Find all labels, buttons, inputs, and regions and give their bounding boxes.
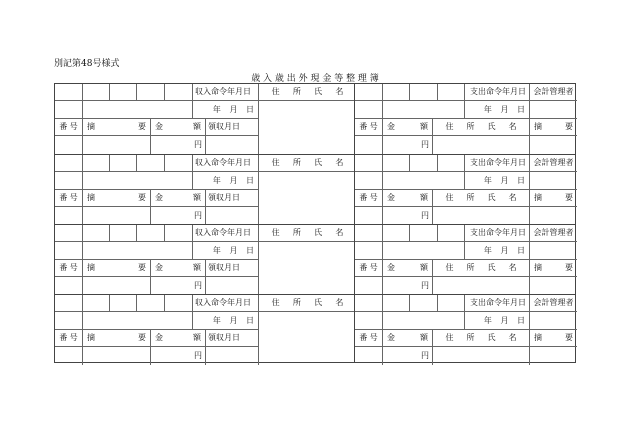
received-date-field[interactable] — [206, 347, 259, 365]
address-name-header-label-3: 名 — [335, 87, 344, 96]
address-name-header-label-1: 所 — [466, 193, 475, 202]
amount-field[interactable] — [151, 136, 206, 154]
summary-field[interactable] — [83, 207, 151, 225]
receipt-order-date-header-label: 収入命令年月日 — [195, 298, 251, 307]
number-field[interactable] — [55, 136, 83, 154]
payment-ledger — [354, 83, 576, 363]
address-name-header-label-2: 氏 — [314, 87, 323, 96]
blank-cell[interactable] — [355, 242, 383, 260]
address-name-header-label-2: 氏 — [487, 193, 496, 202]
received-date-header — [206, 330, 259, 347]
receipt-order-digit-box[interactable] — [83, 84, 110, 101]
number-field[interactable] — [55, 277, 83, 295]
number-header-label: 番 号 — [359, 193, 378, 202]
ledger-title: 歳 入 歳 出 外 現 金 等 整 理 簿 — [251, 74, 379, 84]
summary-header — [530, 260, 577, 277]
payment-entry-block — [355, 84, 575, 154]
receipt-order-date-header-label: 収入命令年月日 — [195, 87, 251, 96]
receipt-order-digit-box[interactable] — [137, 84, 165, 101]
received-date-header-label: 領収月日 — [208, 263, 240, 272]
address-name-header — [259, 84, 356, 101]
address-name-header-label-1: 所 — [466, 263, 475, 272]
received-date-header-label: 領収月日 — [208, 333, 240, 342]
receipt-order-digit-box[interactable] — [165, 155, 193, 172]
receipt-order-digit-box[interactable] — [137, 225, 165, 242]
address-name-field[interactable] — [433, 347, 530, 365]
address-name-field[interactable] — [259, 101, 356, 154]
number-header — [355, 190, 383, 207]
amount-header — [151, 260, 206, 277]
receipt-order-digit-box[interactable] — [165, 225, 193, 242]
receipt-entry-block — [55, 294, 354, 364]
payment-order-date-field-label: 年 月 日 — [483, 104, 525, 114]
address-name-header-label-0: 住 — [445, 122, 454, 131]
number-field[interactable] — [355, 136, 383, 154]
amount-field-label: 円 — [421, 281, 429, 290]
amount-header-label: 金 — [155, 263, 163, 272]
address-name-field[interactable] — [259, 242, 356, 295]
number-header-label: 番 号 — [359, 333, 378, 342]
payment-order-digit-box[interactable] — [355, 84, 383, 101]
blank-cell[interactable] — [55, 242, 83, 260]
payment-order-date-header-label: 支出命令年月日 — [470, 158, 526, 167]
payment-order-digit-box[interactable] — [410, 295, 438, 312]
address-name-field[interactable] — [433, 136, 530, 154]
number-header — [55, 260, 83, 277]
payment-order-digit-box[interactable] — [355, 295, 383, 312]
address-name-header-label-1: 所 — [466, 122, 475, 131]
payment-order-digit-box[interactable] — [383, 84, 410, 101]
payment-order-digit-box[interactable] — [438, 84, 465, 101]
address-name-header-label-3: 名 — [335, 228, 344, 237]
address-name-header-label-2: 氏 — [314, 298, 323, 307]
accounting-manager-seal[interactable] — [530, 242, 577, 260]
address-name-header — [259, 225, 356, 242]
summary-header-label-2: 要 — [565, 333, 573, 342]
address-name-header — [433, 330, 530, 347]
number-field[interactable] — [55, 347, 83, 365]
payment-order-digit-box[interactable] — [355, 225, 383, 242]
payment-order-date-header-label: 支出命令年月日 — [470, 87, 526, 96]
payment-order-date-field[interactable] — [465, 312, 530, 330]
accounting-manager-seal[interactable] — [530, 172, 577, 190]
received-date-header — [206, 119, 259, 136]
address-name-header — [259, 295, 356, 312]
summary-header — [530, 119, 577, 136]
amount-header — [383, 119, 433, 136]
summary-field[interactable] — [530, 207, 577, 225]
summary-header-label: 摘 — [87, 122, 95, 131]
amount-field-label: 円 — [421, 140, 429, 149]
receipt-order-date-header-label: 収入命令年月日 — [195, 228, 251, 237]
form-number: 別記第48号様式 — [54, 59, 120, 69]
summary-header-label: 摘 — [534, 333, 542, 342]
address-name-header — [433, 260, 530, 277]
amount-header-label: 金 — [387, 193, 395, 202]
amount-field[interactable] — [383, 136, 433, 154]
summary-header — [83, 119, 151, 136]
payment-order-digit-box[interactable] — [355, 155, 383, 172]
summary-header-label: 摘 — [534, 193, 542, 202]
blank-cell[interactable] — [383, 312, 465, 330]
amount-header-label-2: 額 — [420, 333, 428, 342]
amount-header-label-2: 額 — [420, 193, 428, 202]
accounting-manager-header-label: 会計管理者 — [533, 298, 574, 307]
blank-cell[interactable] — [83, 172, 193, 190]
blank-cell[interactable] — [55, 172, 83, 190]
receipt-order-date-header-label: 収入命令年月日 — [195, 158, 251, 167]
summary-header-label-2: 要 — [565, 193, 573, 202]
payment-order-date-field[interactable] — [465, 242, 530, 260]
accounting-manager-header — [530, 225, 577, 242]
order-date-field-label: 年 月 日 — [212, 104, 254, 114]
receipt-order-digit-box[interactable] — [165, 295, 193, 312]
address-name-header-label-2: 氏 — [487, 263, 496, 272]
receipt-order-digit-box[interactable] — [110, 155, 137, 172]
payment-order-digit-box[interactable] — [438, 155, 465, 172]
amount-header-label-2: 額 — [193, 263, 201, 272]
payment-order-date-field[interactable] — [465, 101, 530, 119]
number-field[interactable] — [355, 347, 383, 365]
address-name-field[interactable] — [259, 312, 356, 365]
address-name-field[interactable] — [259, 172, 356, 225]
summary-header — [83, 330, 151, 347]
blank-cell[interactable] — [383, 172, 465, 190]
address-name-header-label-2: 氏 — [314, 158, 323, 167]
summary-header-label: 摘 — [87, 263, 95, 272]
received-date-header-label: 領収月日 — [208, 193, 240, 202]
address-name-header-label-1: 所 — [292, 298, 301, 307]
receipt-entry-block — [55, 84, 354, 154]
address-name-header-label-3: 名 — [335, 158, 344, 167]
address-name-header-label-0: 住 — [445, 193, 454, 202]
amount-header-label: 金 — [387, 122, 395, 131]
address-name-header-label-1: 所 — [292, 87, 301, 96]
summary-header-label-2: 要 — [138, 333, 146, 342]
summary-field[interactable] — [83, 347, 151, 365]
summary-header-label-2: 要 — [138, 122, 146, 131]
address-name-header-label-0: 住 — [271, 298, 280, 307]
address-name-header — [259, 155, 356, 172]
amount-header — [151, 330, 206, 347]
amount-field[interactable] — [151, 277, 206, 295]
receipt-order-digit-box[interactable] — [55, 225, 83, 242]
number-header — [55, 119, 83, 136]
amount-header-label-2: 額 — [193, 193, 201, 202]
amount-header — [383, 330, 433, 347]
number-header-label: 番 号 — [59, 122, 78, 131]
amount-field-label: 円 — [194, 281, 202, 290]
accounting-manager-header-label: 会計管理者 — [533, 158, 574, 167]
amount-header-label: 金 — [155, 333, 163, 342]
number-field[interactable] — [355, 277, 383, 295]
received-date-header-label: 領収月日 — [208, 122, 240, 131]
summary-header-label-2: 要 — [138, 263, 146, 272]
receipt-order-date-header — [193, 225, 259, 242]
payment-order-date-field[interactable] — [465, 172, 530, 190]
blank-cell[interactable] — [83, 242, 193, 260]
blank-cell[interactable] — [55, 101, 83, 119]
number-header-label: 番 号 — [59, 333, 78, 342]
payment-order-digit-box[interactable] — [438, 295, 465, 312]
payment-entry-block — [355, 294, 575, 364]
summary-header-label-2: 要 — [565, 122, 573, 131]
amount-header-label: 金 — [387, 333, 395, 342]
address-name-header-label-0: 住 — [445, 333, 454, 342]
address-name-header-label-1: 所 — [292, 158, 301, 167]
receipt-order-digit-box[interactable] — [110, 84, 137, 101]
received-date-header — [206, 260, 259, 277]
order-date-field-label: 年 月 日 — [212, 315, 254, 325]
payment-entry-block — [355, 154, 575, 224]
payment-entry-block — [355, 224, 575, 294]
address-name-header-label-3: 名 — [508, 333, 517, 342]
payment-order-date-field-label: 年 月 日 — [483, 245, 525, 255]
order-date-field[interactable] — [193, 312, 259, 330]
number-header — [55, 330, 83, 347]
receipt-order-digit-box[interactable] — [165, 84, 193, 101]
amount-header — [151, 119, 206, 136]
accounting-manager-header — [530, 155, 577, 172]
receipt-order-digit-box[interactable] — [137, 155, 165, 172]
payment-order-date-header — [465, 155, 530, 172]
address-name-header-label-3: 名 — [508, 193, 517, 202]
payment-order-digit-box[interactable] — [410, 155, 438, 172]
payment-order-date-header — [465, 225, 530, 242]
receipt-order-digit-box[interactable] — [55, 295, 83, 312]
summary-header-label: 摘 — [87, 333, 95, 342]
amount-field[interactable] — [383, 277, 433, 295]
address-name-header-label-0: 住 — [271, 158, 280, 167]
number-header — [55, 190, 83, 207]
address-name-header-label-1: 所 — [466, 333, 475, 342]
summary-header-label: 摘 — [87, 193, 95, 202]
receipt-order-date-header — [193, 295, 259, 312]
summary-header-label: 摘 — [534, 263, 542, 272]
blank-cell[interactable] — [55, 312, 83, 330]
address-name-field[interactable] — [433, 207, 530, 225]
address-name-header — [433, 190, 530, 207]
payment-order-digit-box[interactable] — [410, 225, 438, 242]
payment-order-date-field-label: 年 月 日 — [483, 175, 525, 185]
receipt-order-digit-box[interactable] — [83, 295, 110, 312]
receipt-entry-block — [55, 154, 354, 224]
blank-cell[interactable] — [83, 101, 193, 119]
payment-order-digit-box[interactable] — [383, 155, 410, 172]
address-name-header-label-3: 名 — [508, 263, 517, 272]
summary-header-label-2: 要 — [565, 263, 573, 272]
address-name-header-label-2: 氏 — [487, 122, 496, 131]
payment-order-digit-box[interactable] — [383, 295, 410, 312]
receipt-order-digit-box[interactable] — [55, 155, 83, 172]
blank-cell[interactable] — [383, 101, 465, 119]
order-date-field[interactable] — [193, 101, 259, 119]
receipt-order-date-header — [193, 84, 259, 101]
blank-cell[interactable] — [83, 312, 193, 330]
receipt-order-digit-box[interactable] — [110, 295, 137, 312]
receipt-order-digit-box[interactable] — [110, 225, 137, 242]
accounting-manager-header-label: 会計管理者 — [533, 87, 574, 96]
amount-field[interactable] — [151, 347, 206, 365]
order-date-field-label: 年 月 日 — [212, 245, 254, 255]
order-date-field-label: 年 月 日 — [212, 175, 254, 185]
payment-order-date-field-label: 年 月 日 — [483, 315, 525, 325]
address-name-header-label-0: 住 — [445, 263, 454, 272]
amount-header-label-2: 額 — [420, 122, 428, 131]
summary-field[interactable] — [83, 277, 151, 295]
accounting-manager-header-label: 会計管理者 — [533, 228, 574, 237]
address-name-header-label-3: 名 — [335, 298, 344, 307]
address-name-header-label-2: 氏 — [314, 228, 323, 237]
blank-cell[interactable] — [355, 101, 383, 119]
number-header-label: 番 号 — [359, 263, 378, 272]
number-header-label: 番 号 — [359, 122, 378, 131]
amount-header-label-2: 額 — [193, 333, 201, 342]
payment-order-digit-box[interactable] — [410, 84, 438, 101]
received-date-field[interactable] — [206, 136, 259, 154]
amount-field[interactable] — [383, 347, 433, 365]
received-date-field[interactable] — [206, 207, 259, 225]
amount-field-label: 円 — [194, 140, 202, 149]
amount-header-label-2: 額 — [420, 263, 428, 272]
payment-order-date-header — [465, 84, 530, 101]
amount-field[interactable] — [383, 207, 433, 225]
number-header-label: 番 号 — [59, 193, 78, 202]
address-name-header-label-2: 氏 — [487, 333, 496, 342]
receipt-order-digit-box[interactable] — [83, 155, 110, 172]
amount-field-label: 円 — [421, 351, 429, 360]
order-date-field[interactable] — [193, 172, 259, 190]
address-name-field[interactable] — [433, 277, 530, 295]
amount-header — [383, 260, 433, 277]
summary-header-label-2: 要 — [138, 193, 146, 202]
received-date-field[interactable] — [206, 277, 259, 295]
accounting-manager-header — [530, 295, 577, 312]
blank-cell[interactable] — [355, 172, 383, 190]
payment-order-date-header — [465, 295, 530, 312]
amount-field[interactable] — [151, 207, 206, 225]
amount-header-label: 金 — [155, 122, 163, 131]
amount-field-label: 円 — [194, 211, 202, 220]
accounting-manager-seal[interactable] — [530, 312, 577, 330]
payment-order-digit-box[interactable] — [383, 225, 410, 242]
number-field[interactable] — [55, 207, 83, 225]
number-header-label: 番 号 — [59, 263, 78, 272]
blank-cell[interactable] — [355, 312, 383, 330]
payment-order-date-header-label: 支出命令年月日 — [470, 228, 526, 237]
number-header — [355, 330, 383, 347]
summary-field[interactable] — [83, 136, 151, 154]
amount-header — [383, 190, 433, 207]
summary-header — [530, 330, 577, 347]
number-header — [355, 119, 383, 136]
amount-header-label: 金 — [387, 263, 395, 272]
address-name-header-label-1: 所 — [292, 228, 301, 237]
receipt-order-date-header — [193, 155, 259, 172]
payment-order-digit-box[interactable] — [438, 225, 465, 242]
receipt-order-digit-box[interactable] — [83, 225, 110, 242]
receipt-entry-block — [55, 224, 354, 294]
address-name-header-label-0: 住 — [271, 87, 280, 96]
summary-field[interactable] — [530, 277, 577, 295]
receipt-order-digit-box[interactable] — [137, 295, 165, 312]
summary-field[interactable] — [530, 136, 577, 154]
order-date-field[interactable] — [193, 242, 259, 260]
summary-header — [83, 260, 151, 277]
address-name-header-label-0: 住 — [271, 228, 280, 237]
number-field[interactable] — [355, 207, 383, 225]
address-name-header-label-3: 名 — [508, 122, 517, 131]
receipt-order-digit-box[interactable] — [55, 84, 83, 101]
address-name-header — [433, 119, 530, 136]
amount-header-label: 金 — [155, 193, 163, 202]
accounting-manager-seal[interactable] — [530, 101, 577, 119]
amount-field-label: 円 — [421, 211, 429, 220]
blank-cell[interactable] — [383, 242, 465, 260]
amount-field-label: 円 — [194, 351, 202, 360]
summary-header-label: 摘 — [534, 122, 542, 131]
received-date-header — [206, 190, 259, 207]
summary-header — [83, 190, 151, 207]
amount-header — [151, 190, 206, 207]
summary-header — [530, 190, 577, 207]
number-header — [355, 260, 383, 277]
receipt-ledger — [54, 83, 355, 363]
summary-field[interactable] — [530, 347, 577, 365]
amount-header-label-2: 額 — [193, 122, 201, 131]
accounting-manager-header — [530, 84, 577, 101]
payment-order-date-header-label: 支出命令年月日 — [470, 298, 526, 307]
